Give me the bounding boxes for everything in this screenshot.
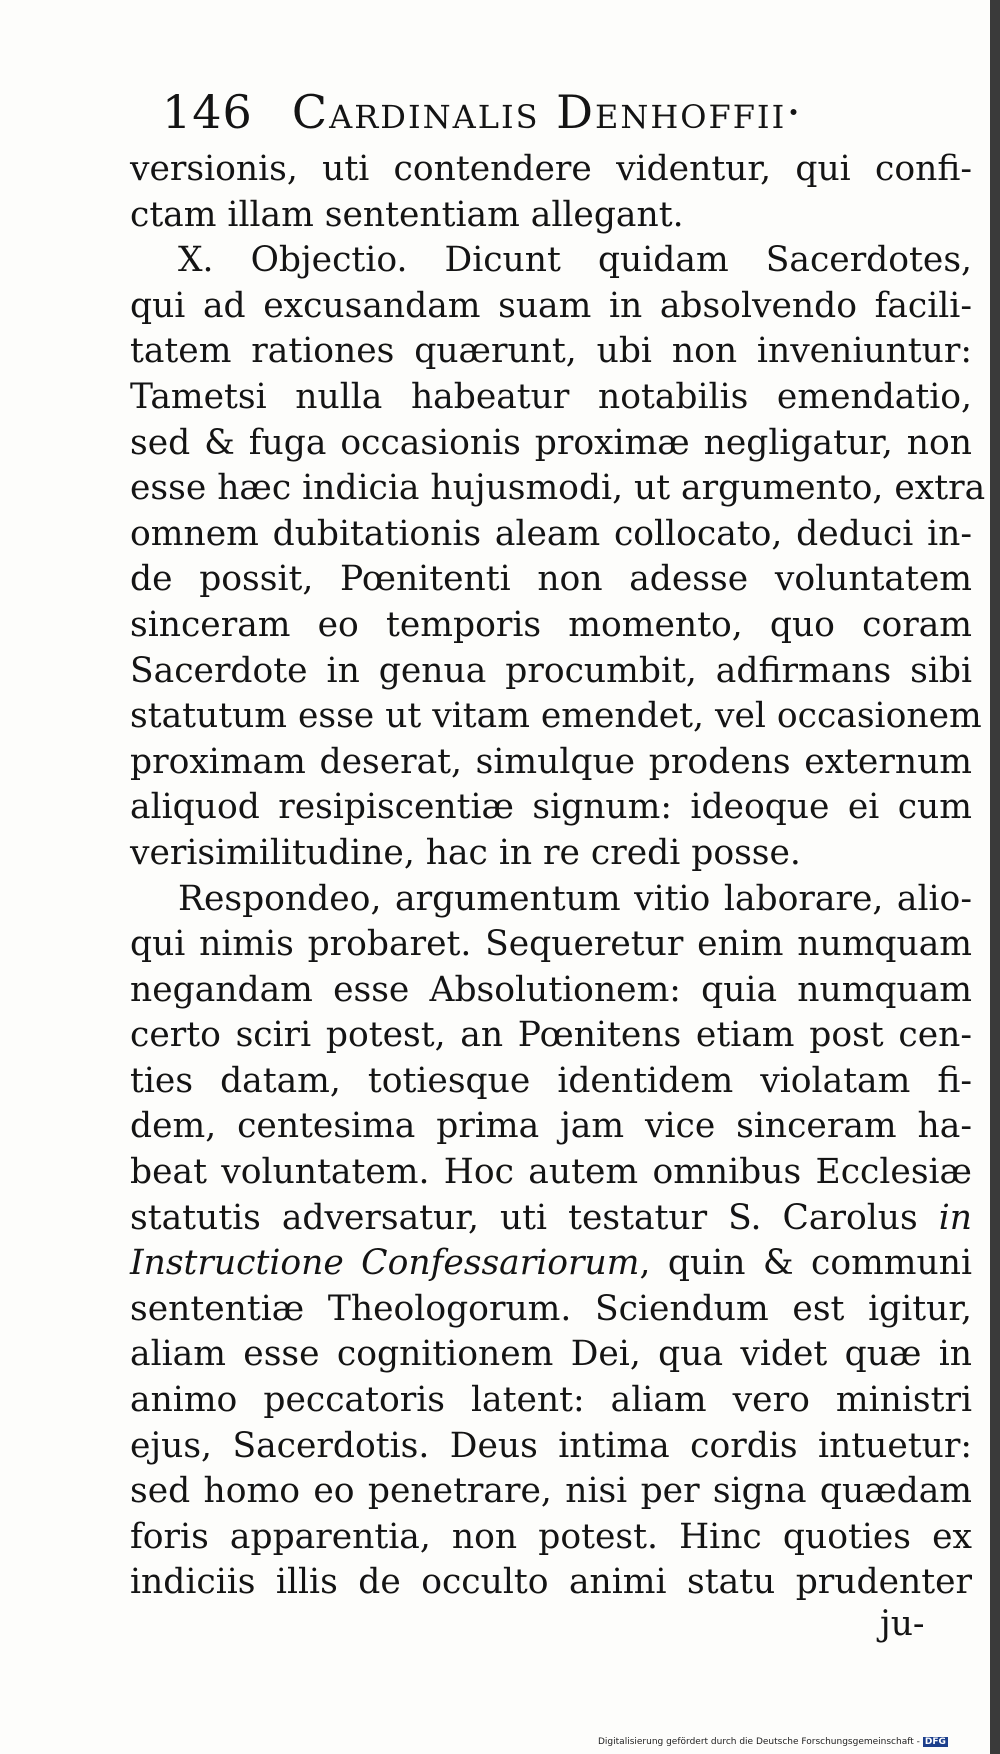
text-line: verisimilitudine, hac in re credi posse. <box>130 832 801 873</box>
text-line: sinceram eo temporis momento, quo coram <box>130 604 972 645</box>
text-line: qui ad excusandam suam in absolvendo facili- <box>130 285 972 326</box>
dfg-logo: DFG <box>924 1737 946 1747</box>
text-line: Sacerdote in genua procumbit, adfirmans sibi <box>130 650 972 691</box>
text-line: Instructione Confessariorum, quin & communi <box>130 1243 972 1284</box>
page-edge-shadow <box>990 0 1000 1754</box>
digitization-credit <box>598 1737 948 1747</box>
running-title: Cardinalis Denhoffii· <box>291 85 803 139</box>
text-line: proximam deserat, simulque prodens externum <box>130 741 972 782</box>
text-line: animo peccatoris latent: aliam vero ministri <box>130 1380 972 1421</box>
text-line: sententiæ Theologorum. Sciendum est igitur, <box>130 1288 972 1329</box>
text-line: esse hæc indicia hujusmodi, ut argumento, extra <box>130 468 986 509</box>
running-header <box>162 85 902 155</box>
text-line: aliam esse cognitionem Dei, qua videt quæ in <box>130 1334 972 1375</box>
text-line: sed homo eo penetrare, nisi per signa quædam <box>130 1471 972 1512</box>
italic-title: Instructione Confessariorum <box>130 1243 640 1284</box>
body-text <box>130 147 986 1606</box>
text-line: Respondeo, argumentum vitio laborare, alio- <box>178 878 972 919</box>
text-line: versionis, uti contendere videntur, qui confi- <box>130 149 972 189</box>
text-line: ties datam, totiesque identidem violatam fi- <box>130 1060 972 1101</box>
text-line: omnem dubitationis aleam collocato, deduci in- <box>130 513 972 554</box>
text-line: indiciis illis de occulto animi statu prudenter <box>130 1562 972 1603</box>
text-line: de possit, Pœnitenti non adesse voluntatem <box>130 559 972 600</box>
italic-word: in <box>938 1197 972 1238</box>
text-line: X. Objectio. Dicunt quidam Sacerdotes, <box>178 240 972 281</box>
text-line: statutis adversatur, uti testatur S. Carolus in <box>130 1197 972 1238</box>
text-line: ejus, Sacerdotis. Deus intima cordis intuetur: <box>130 1425 972 1466</box>
text-line: certo sciri potest, an Pœnitens etiam post cen- <box>130 1015 972 1056</box>
text-line: beat voluntatem. Hoc autem omnibus Ecclesiæ <box>130 1152 972 1193</box>
page-number: 146 <box>162 85 253 139</box>
text-line: aliquod resipiscentiæ signum: ideoque ei cum <box>130 787 972 828</box>
text-line: statutum esse ut vitam emendet, vel occasionem <box>130 696 982 737</box>
text-line: sed & fuga occasionis proximæ negligatur, non <box>130 422 972 463</box>
text-line: tatem rationes quærunt, ubi non inveniuntur: <box>130 331 972 372</box>
text-line: dem, centesima prima jam vice sinceram ha- <box>130 1106 972 1147</box>
catchword: ju- <box>880 1604 925 1644</box>
text-line: negandam esse Absolutionem: quia numquam <box>130 969 972 1010</box>
text-line: ctam illam sententiam allegant. <box>130 194 684 235</box>
text-line: foris apparentia, non potest. Hinc quoties ex <box>130 1516 972 1557</box>
text-line: qui nimis probaret. Sequeretur enim numquam <box>130 924 972 965</box>
credit-text: Digitalisierung gefördert durch die Deutsche Forschungsgemeinschaft - <box>598 1737 920 1747</box>
text-line: Tametsi nulla habeatur notabilis emendatio, <box>130 376 972 417</box>
